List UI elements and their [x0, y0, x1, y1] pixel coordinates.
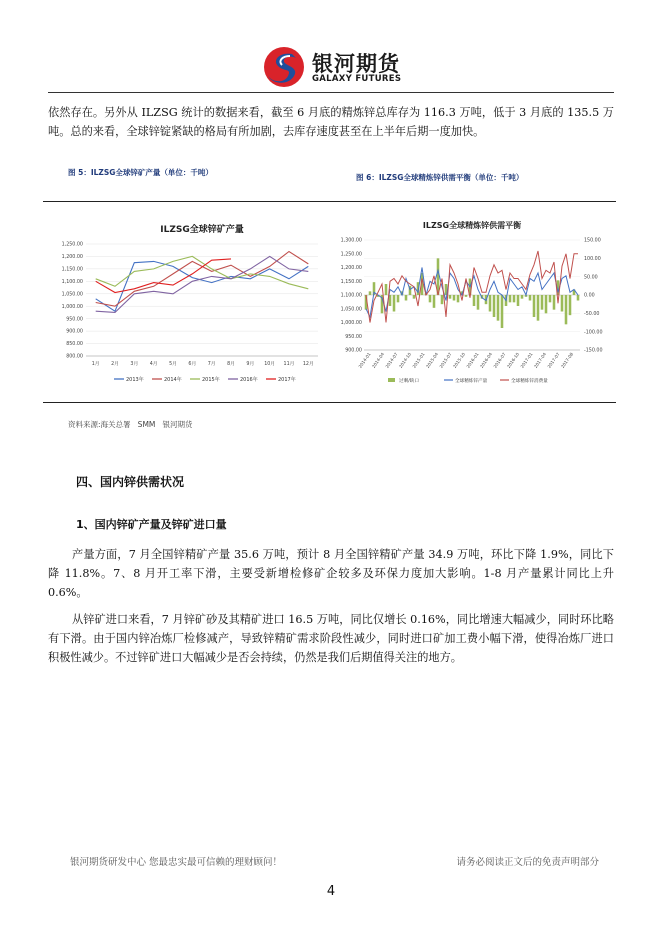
chart2-x-tick: 2017-08: [559, 351, 575, 369]
chart2-bar: [393, 295, 396, 312]
chart1-y-tick: 900.00: [66, 329, 83, 335]
paragraph-imports: 从锌矿进口来看，7 月锌矿砂及其精矿进口 16.5 万吨，同比仅增长 0.16%，同比增速大幅减少，同时环比略有下滑。由于国内锌冶炼厂检修减产，导致锌精矿需求阶段性减少，同时进口矿加工费小幅下滑，使得冶炼厂进口积极性减少。不过锌矿进口大幅减少是否会持续，仍然是我们后期值得关注的地方。: [48, 613, 614, 664]
chart2-left-tick: 1,050.00: [340, 307, 362, 313]
chart1-x-tick: 8月: [227, 362, 235, 367]
chart2-bar: [405, 295, 408, 301]
chart1-y-tick: 800.00: [66, 354, 83, 360]
chart2-right-tick: 150.00: [584, 238, 601, 244]
chart2-bar: [501, 295, 504, 328]
chart2-bar: [577, 295, 580, 301]
chart2-bar: [429, 295, 432, 302]
chart2-bar: [565, 295, 568, 324]
chart2-bar: [413, 295, 416, 299]
chart2-bar: [509, 295, 512, 302]
chart2-x-tick: 2016-01: [465, 351, 480, 369]
chart1-y-tick: 1,050.00: [61, 292, 83, 298]
chart2-legend-label: 全球精炼锌产量: [455, 379, 488, 384]
chart1-y-tick: 1,200.00: [61, 255, 83, 261]
chart2-bar: [369, 291, 372, 295]
chart2-bar: [489, 295, 492, 312]
chart1-x-tick: 1月: [91, 362, 100, 367]
paragraph-production: 产量方面，7 月全国锌精矿产量 35.6 万吨，预计 8 月全国锌精矿产量 34.9 万吨，环比下降 1.9%，同比下降 11.8%。7、8 月开工率下滑，主要受新增检修矿企较多及环保力度加大影响。1-8 月产量累计同比上升 0.6%。: [48, 548, 614, 599]
section-title: 四、国内锌供需状况: [76, 475, 185, 489]
chart2-x-tick: 2015-07: [438, 351, 453, 369]
chart2-right-tick: 0.00: [584, 293, 595, 299]
chart1-legend-label: 2016年: [240, 377, 258, 383]
chart2-bar: [457, 295, 460, 302]
chart2-bar: [465, 295, 468, 297]
page-number: 4: [326, 884, 336, 899]
chart2-x-tick: 2014-10: [397, 351, 413, 369]
chart1-legend-label: 2015年: [202, 377, 220, 383]
chart2-legend-label: 过剩/缺口: [399, 379, 419, 384]
chart1-x-tick: 6月: [188, 362, 197, 367]
chart2-bar: [529, 295, 532, 301]
chart2-bar: [497, 295, 500, 321]
chart2-left-tick: 1,300.00: [340, 238, 362, 244]
chart2-right-tick: 100.00: [584, 256, 601, 262]
refined-zinc-balance-chart: [336, 212, 614, 390]
chart2-left-tick: 1,250.00: [340, 252, 362, 258]
chart2-bar: [561, 295, 564, 312]
chart2-x-tick: 2015-10: [451, 351, 467, 369]
zinc-mine-production-chart: [50, 212, 326, 388]
intro-paragraph: 依然存在。另外从 ILZSG 统计的数据来看，截至 6 月底的精炼锌总库存为 116.3 万吨，低于 3 月底的 135.5 万吨。总的来看，全球锌锭紧缺的格局有所加剧，去库存速度甚至在上半年后期一度加快。: [48, 106, 614, 138]
chart2-bar: [513, 295, 516, 302]
chart1-x-tick: 11月: [283, 362, 295, 367]
header-logo: [262, 46, 412, 88]
chart2-bar: [553, 295, 556, 310]
chart2-left-tick: 1,100.00: [340, 293, 362, 299]
chart2-bar: [473, 295, 476, 306]
chart2-bar: [521, 295, 524, 299]
chart2-bar: [549, 295, 552, 302]
chart2-bar: [517, 295, 520, 306]
chart2-x-tick: 2014-04: [370, 351, 386, 369]
chart1-x-tick: 2月: [111, 362, 119, 367]
chart2-x-tick: 2017-04: [532, 351, 548, 369]
chart1-y-tick: 950.00: [66, 317, 83, 323]
chart2-bar: [541, 295, 544, 310]
galaxy-logo-icon: [262, 46, 306, 88]
footer-right: 请务必阅读正文后的免责声明部分: [456, 857, 599, 868]
chart1-x-tick: 4月: [149, 362, 158, 367]
chart2-left-tick: 950.00: [345, 334, 362, 340]
figure-bottom-rule: [43, 402, 616, 403]
chart2-x-tick: 2017-01: [519, 351, 534, 369]
chart2-x-tick: 2015-01: [411, 351, 426, 369]
chart2-left-tick: 1,200.00: [340, 266, 362, 272]
chart2-left-tick: 900.00: [345, 348, 362, 354]
chart2-x-tick: 2015-04: [424, 351, 440, 369]
chart1-legend-label: 2014年: [164, 377, 182, 383]
chart1-legend-label: 2013年: [126, 377, 144, 383]
chart1-x-tick: 10月: [264, 362, 276, 367]
chart1-x-tick: 9月: [246, 362, 255, 367]
chart2-bar: [441, 295, 444, 304]
chart2-bar: [569, 295, 572, 315]
chart2-legend-label: 全球精炼锌消费量: [511, 379, 548, 384]
chart2-bar: [545, 295, 548, 313]
chart2-bar: [477, 295, 480, 310]
chart2-left-tick: 1,150.00: [340, 279, 362, 285]
subsection-title: 1、国内锌矿产量及锌矿进口量: [76, 518, 227, 531]
chart2-x-tick: 2016-04: [478, 351, 494, 369]
chart1-y-tick: 1,250.00: [61, 242, 83, 248]
chart2-right-tick: -50.00: [584, 311, 600, 317]
logo-en: GALAXY FUTURES: [312, 74, 402, 84]
chart1-y-tick: 850.00: [66, 342, 83, 348]
chart2-x-tick: 2016-10: [505, 351, 521, 369]
header-rule: [48, 92, 614, 93]
chart1-x-tick: 7月: [207, 362, 216, 367]
figure-top-rule: [43, 201, 616, 202]
chart2-bar: [449, 295, 452, 299]
chart2-right-tick: 50.00: [584, 275, 598, 281]
chart2-right-tick: -100.00: [584, 330, 603, 336]
chart1-title: ILZSG全球锌矿产量: [160, 225, 244, 235]
chart2-bar: [537, 295, 540, 321]
source-note: 资料来源:海关总署 SMM 银河期货: [68, 420, 193, 429]
chart1-y-tick: 1,000.00: [61, 304, 83, 310]
footer-left: 银河期货研发中心 您最忠实最可信赖的理财顾问！: [70, 857, 283, 868]
chart2-x-tick: 2016-07: [492, 351, 507, 369]
logo-cn: 银河期货: [312, 52, 400, 76]
chart2-bar: [453, 295, 456, 301]
chart1-y-tick: 1,150.00: [61, 267, 83, 273]
chart1-x-tick: 3月: [130, 362, 139, 367]
chart1-legend-label: 2017年: [278, 377, 296, 383]
chart2-title: ILZSG全球精炼锌供需平衡: [422, 221, 522, 230]
chart2-x-tick: 2014-07: [384, 351, 399, 369]
chart2-legend-swatch: [388, 378, 395, 382]
chart1-x-tick: 12月: [302, 362, 314, 367]
chart1-y-tick: 1,100.00: [61, 279, 83, 285]
figure5-caption: 图 5：ILZSG全球锌矿产量（单位：千吨）: [68, 168, 213, 177]
chart1-x-tick: 5月: [169, 362, 177, 367]
chart2-x-tick: 2017-07: [546, 351, 561, 369]
chart2-left-tick: 1,000.00: [340, 321, 362, 327]
chart1-series-2016年: [96, 256, 309, 312]
chart2-bar: [493, 295, 496, 317]
chart2-right-tick: -150.00: [584, 348, 603, 354]
chart2-bar: [385, 284, 388, 295]
chart2-bar: [397, 295, 400, 302]
chart2-bar: [533, 295, 536, 317]
chart2-bar: [433, 295, 436, 308]
figure6-caption: 图 6：ILZSG全球精炼锌供需平衡（单位：千吨）: [356, 173, 524, 182]
chart2-x-tick: 2014-01: [357, 351, 372, 369]
